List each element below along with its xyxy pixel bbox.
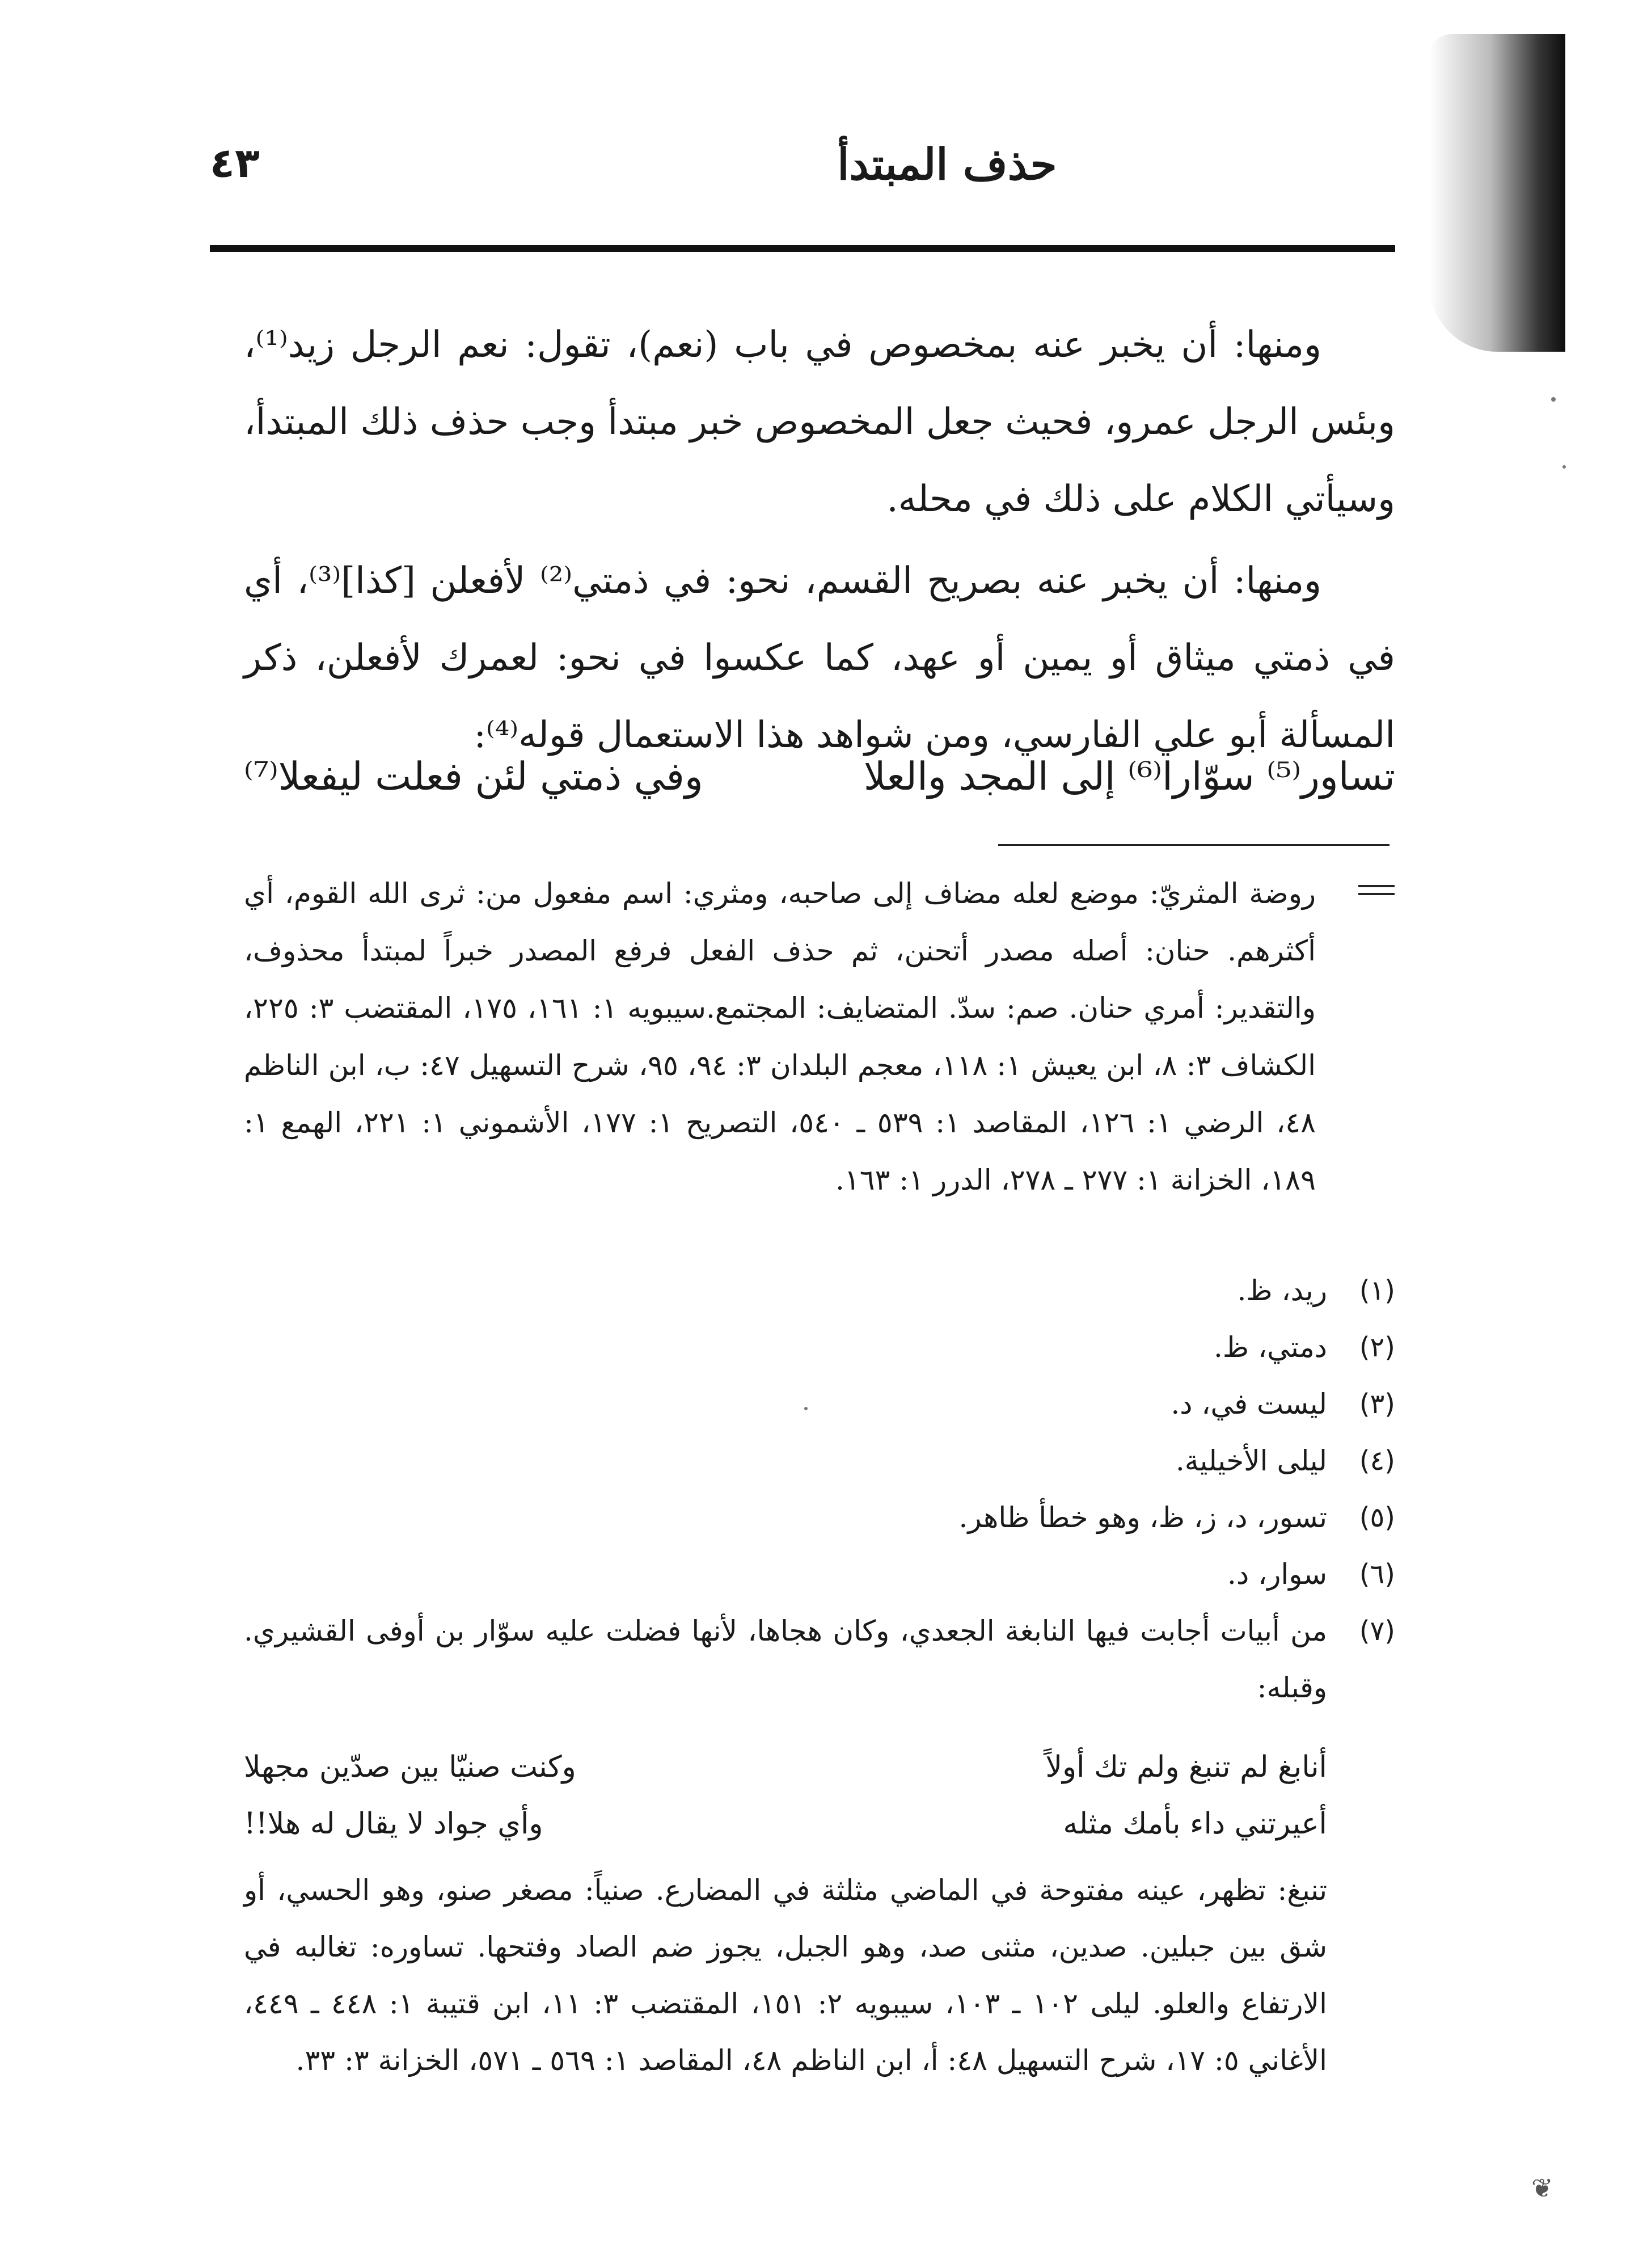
paragraph: ومنها: أن يخبر عنه بمخصوص في باب (نعم)، تقول: نعم الرجل زيد⁽¹⁾، وبئس الرجل عمرو، فحيث جعل المخصوص خبر مبتدأ وجب حذف ذلك المبتدأ، وسيأتي الكلام على ذلك في محله.	[244, 324, 1396, 520]
footnote	[244, 1432, 1395, 1489]
paragraph: ومنها: أن يخبر عنه بصريح القسم، نحو: في ذمتي⁽²⁾ لأفعلن [كذا]⁽³⁾، أي في ذمتي ميثاق أو يمين أو عهد، كما عكسوا في نحو: لعمرك لأفعلن، ذكر المسألة أبو علي الفارسي، ومن شواهد هذا الاستعمال قوله⁽⁴⁾:	[244, 560, 1396, 756]
footnote-text: ليست في، د.	[1171, 1388, 1327, 1420]
verse-first-hemistich: تساور⁽⁵⁾ سوّارا⁽⁶⁾ إلى المجد والعلا	[863, 754, 1395, 799]
footnote-number: (٥)	[1359, 1502, 1395, 1533]
footnote-number: (٧)	[1359, 1615, 1395, 1647]
poetry-verse	[244, 754, 1395, 823]
verse-second-hemistich: وفي ذمتي لئن فعلت ليفعلا⁽⁷⁾	[244, 754, 703, 799]
page-header	[210, 139, 1395, 201]
footnote	[244, 1262, 1395, 1319]
corner-mark-icon: ❦	[1531, 2173, 1553, 2203]
footnote-verse	[244, 1807, 1327, 1858]
main-text	[244, 306, 1395, 774]
continuation-marker	[1358, 885, 1395, 900]
footnote-number: (١)	[1359, 1275, 1395, 1306]
scanner-edge-shadow	[1429, 34, 1565, 352]
verse-second-hemistich: وأي جواد لا يقال له هلا!!	[244, 1807, 543, 1841]
footnote	[244, 1319, 1395, 1376]
header-rule	[210, 245, 1395, 252]
footnotes-list	[244, 1262, 1395, 1716]
footnote-number: (٤)	[1359, 1445, 1395, 1477]
footnote-text: ريد، ظ.	[1237, 1274, 1327, 1307]
footnote	[244, 1376, 1395, 1432]
footnote-text: من أبيات أجابت فيها النابغة الجعدي، وكان هجاها، لأنها فضلت عليه سوّار بن أوفى القشيري. وقبله:	[244, 1614, 1327, 1704]
verse-second-hemistich: وكنت صنيّا بين صدّين مجهلا	[244, 1750, 576, 1784]
footnote-text: دمتي، ظ.	[1214, 1331, 1327, 1364]
footnote-gloss: تنبغ: تظهر، عينه مفتوحة في الماضي مثلثة في المضارع. صنياً: مصغر صنو، وهو الحسي، أو شق بين جبلين. صدين، مثنى صد، وهو الجبل، يجوز ضم الصاد وفتحها. تساوره: تغالبه في الارتفاع والعلو. ليلى ١٠٢ ـ ١٠٣، سيبويه ٢: ١٥١، المقتضب ٣: ١١، ابن قتيبة ١: ٤٤٨ ـ ٤٤٩، الأغاني ٥: ١٧، شرح التسهيل ٤٨: أ، ابن الناظم ٤٨، المقاصد ١: ٥٦٩ ـ ٥٧١، الخزانة ٣: ٣٣.	[244, 1874, 1327, 2077]
footnote	[244, 1546, 1395, 1603]
footnote-verse	[244, 1750, 1327, 1801]
scan-speck	[1562, 465, 1566, 469]
page-number: ٤٣	[210, 139, 260, 187]
footnote	[244, 1489, 1395, 1546]
footnote-number: (٣)	[1359, 1388, 1395, 1420]
continued-footnote: روضة المثريّ: موضع لعله مضاف إلى صاحبه، ومثري: اسم مفعول من: ثرى الله القوم، أي أكثرهم. حنان: أصله مصدر أتحنن، ثم حذف الفعل فرفع المصدر خبراً لمبتدأ محذوف، والتقدير: أمري حنان. صم: سدّ. المتضايف: المجتمع.سيبويه ١: ١٦١، ١٧٥، المقتضب ٣: ٢٢٥، الكشاف ٣: ٨، ابن يعيش ١: ١١٨، معجم البلدان ٣: ٩٤، ٩٥، شرح التسهيل ٤٧: ب، ابن الناظم ٤٨، الرضي ١: ١٢٦، المقاصد ١: ٥٣٩ ـ ٥٤٠، التصريح ١: ١٧٧، الأشموني ١: ٢٢١، الهمع ١: ١٨٩، الخزانة ١: ٢٧٧ ـ ٢٧٨، الدرر ١: ١٦٣.	[244, 877, 1316, 1196]
footnote-number: (٦)	[1359, 1558, 1395, 1590]
footnotes-separator	[998, 844, 1390, 846]
scan-speck	[1551, 397, 1556, 402]
verse-first-hemistich: أعيرتني داء بأمك مثله	[1063, 1807, 1327, 1841]
verse-first-hemistich: أنابغ لم تنبغ ولم تك أولاً	[1045, 1750, 1327, 1784]
footnote-number: (٢)	[1359, 1331, 1395, 1363]
footnote-text: تسور، د، ز، ظ، وهو خطأ ظاهر.	[958, 1501, 1327, 1534]
footnote	[244, 1603, 1395, 1716]
footnote-text: سوار، د.	[1227, 1558, 1327, 1591]
footnote-text: ليلى الأخيلية.	[1175, 1444, 1327, 1477]
running-title: حذف المبتدأ	[837, 139, 1057, 189]
